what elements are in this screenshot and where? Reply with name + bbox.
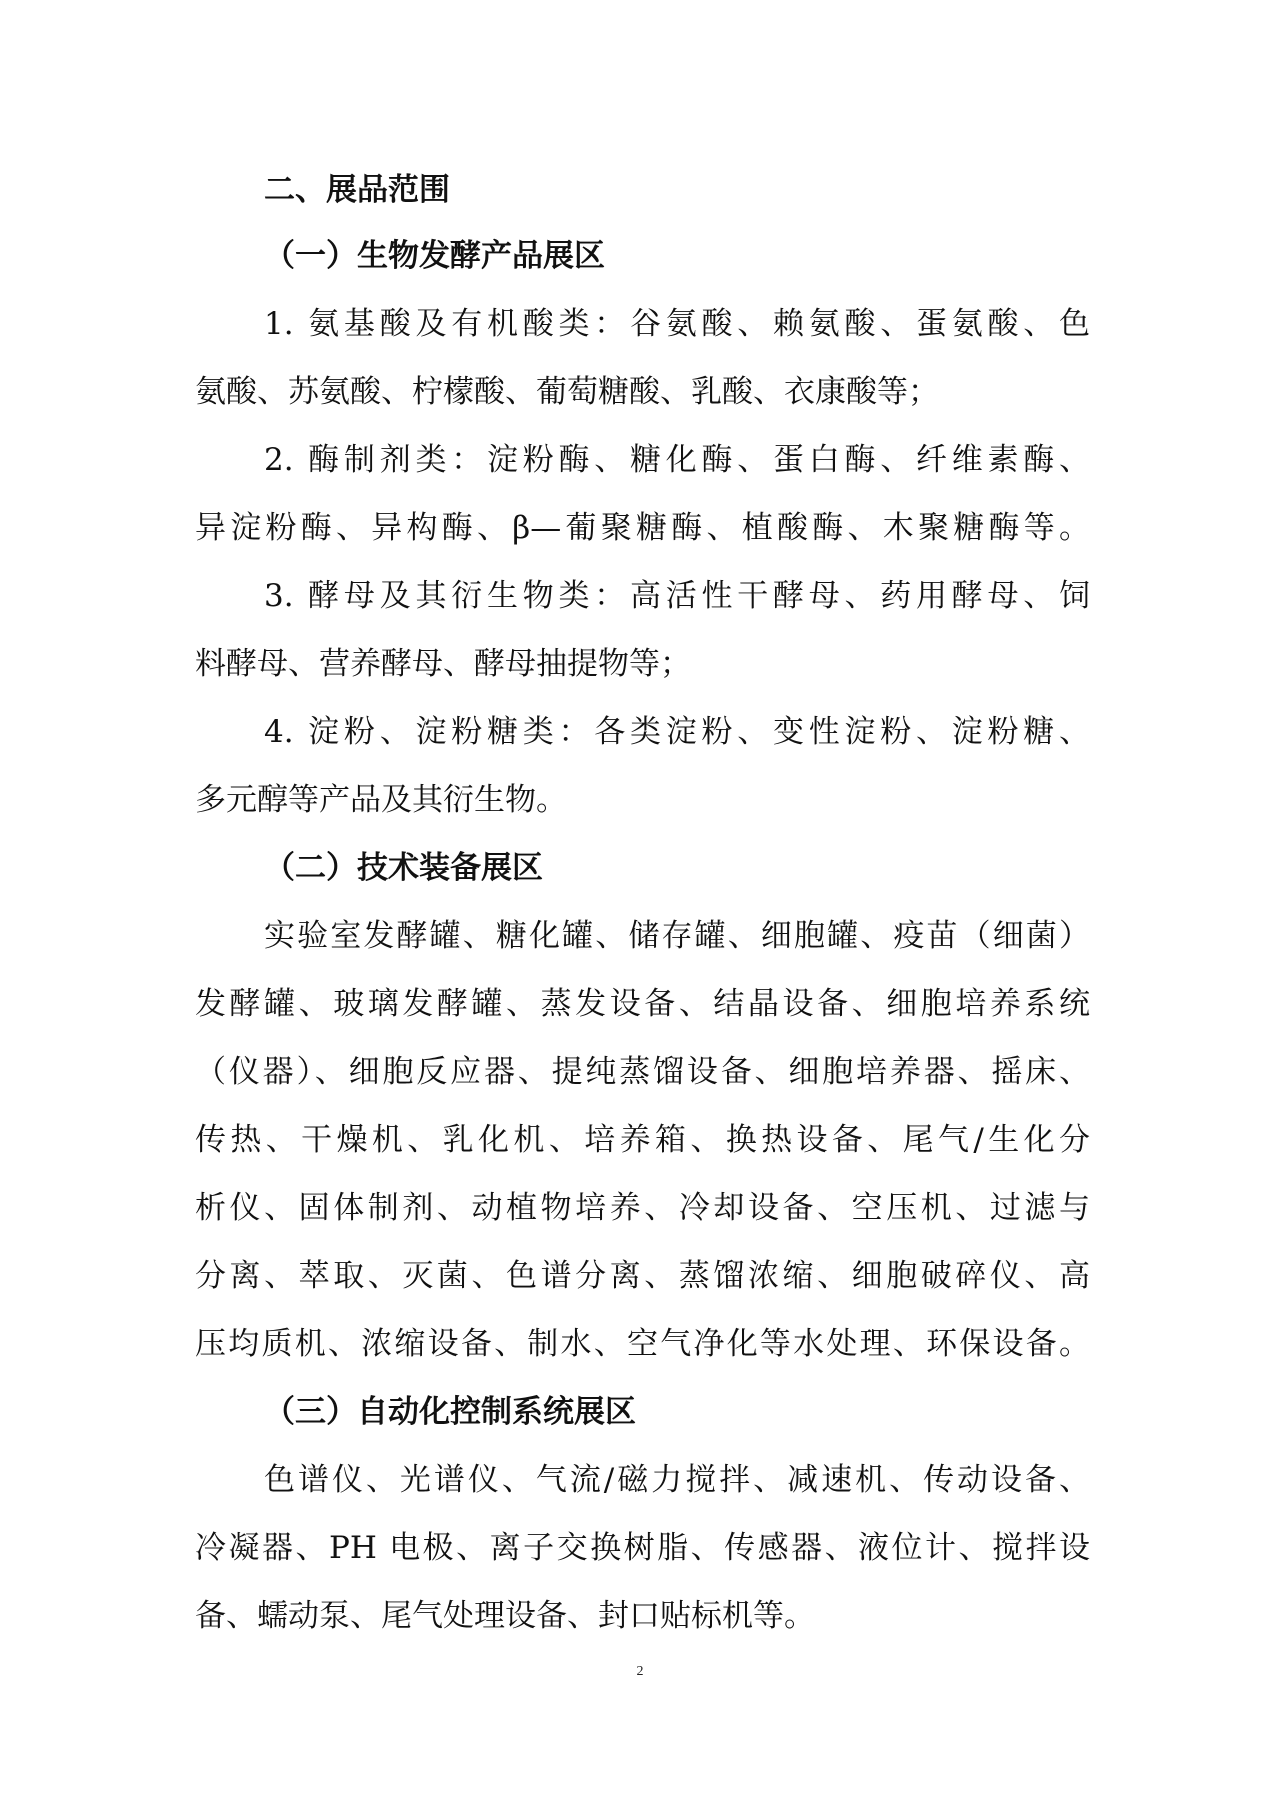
zone3-line: 冷凝器、PH 电极、离子交换树脂、传感器、液位计、搅拌设 [195,1530,1090,1566]
zone1-item1-line2: 氨酸、苏氨酸、柠檬酸、葡萄糖酸、乳酸、衣康酸等； [195,374,939,410]
zone2-line: 析仪、固体制剂、动植物培养、冷却设备、空压机、过滤与 [195,1190,1090,1226]
page-number: 2 [636,1664,644,1679]
zone1-item3-line2: 料酵母、营养酵母、酵母抽提物等； [195,646,691,682]
zone3-heading: （三）自动化控制系统展区 [264,1394,636,1430]
zone2-line: （仪器）、细胞反应器、提纯蒸馏设备、细胞培养器、摇床、 [195,1054,1090,1090]
zone1-item3-line1: 3. 酵母及其衍生物类：高活性干酵母、药用酵母、饲 [264,578,1090,614]
section-title: 二、展品范围 [264,172,450,208]
zone1-item4-line1: 4. 淀粉、淀粉糖类：各类淀粉、变性淀粉、淀粉糖、 [264,714,1090,750]
zone1-heading: （一）生物发酵产品展区 [264,238,605,274]
zone1-item2-line2: 异淀粉酶、异构酶、β—葡聚糖酶、植酸酶、木聚糖酶等。 [195,510,1090,546]
zone2-line: 传热、干燥机、乳化机、培养箱、换热设备、尾气/生化分 [195,1122,1090,1158]
zone2-line: 发酵罐、玻璃发酵罐、蒸发设备、结晶设备、细胞培养系统 [195,986,1090,1022]
zone1-item2-line1: 2. 酶制剂类：淀粉酶、糖化酶、蛋白酶、纤维素酶、 [264,442,1090,478]
zone2-line: 压均质机、浓缩设备、制水、空气净化等水处理、环保设备。 [195,1326,1090,1362]
zone2-line: 实验室发酵罐、糖化罐、储存罐、细胞罐、疫苗（细菌） [264,918,1090,954]
zone3-line: 备、蠕动泵、尾气处理设备、封口贴标机等。 [195,1598,815,1634]
zone3-line: 色谱仪、光谱仪、气流/磁力搅拌、减速机、传动设备、 [264,1462,1090,1498]
zone2-heading: （二）技术装备展区 [264,850,543,886]
zone1-item1-line1: 1. 氨基酸及有机酸类：谷氨酸、赖氨酸、蛋氨酸、色 [264,306,1090,342]
zone1-item4-line2: 多元醇等产品及其衍生物。 [195,782,567,818]
zone2-line: 分离、萃取、灭菌、色谱分离、蒸馏浓缩、细胞破碎仪、高 [195,1258,1090,1294]
